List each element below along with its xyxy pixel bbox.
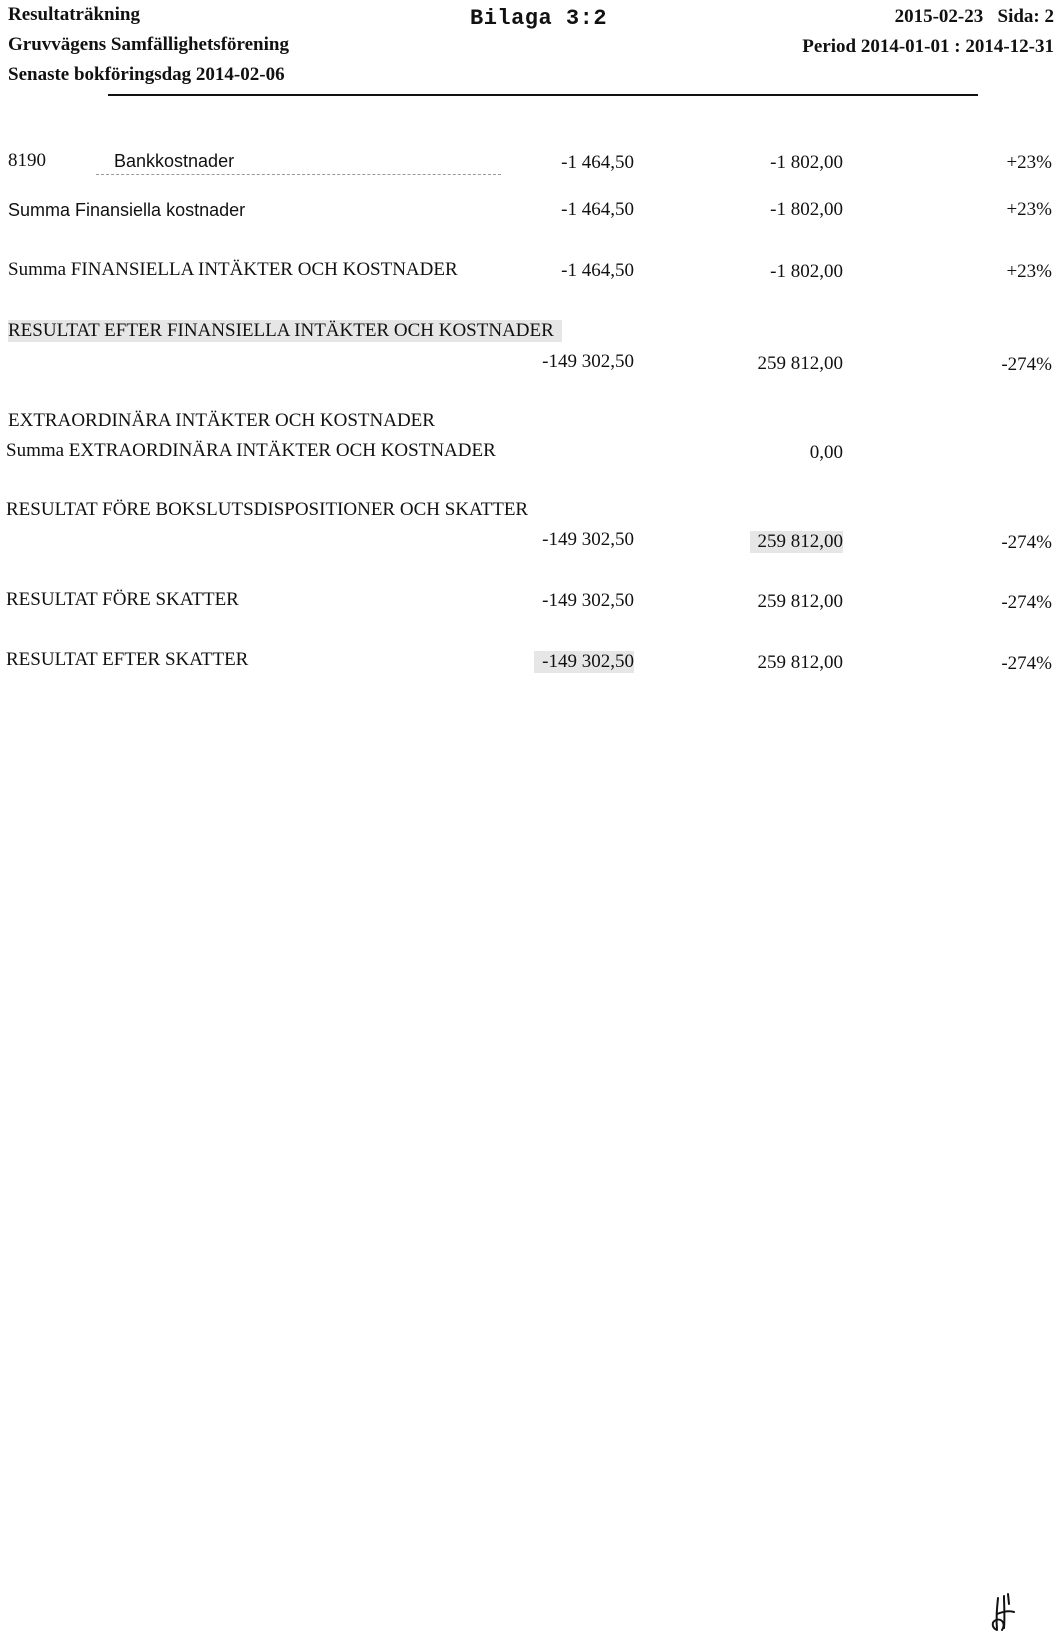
header-divider xyxy=(108,94,978,96)
result-before-tax-pct: -274% xyxy=(1001,592,1052,613)
extraordinary-sum-label: Summa EXTRAORDINÄRA INTÄKTER OCH KOSTNADER xyxy=(6,440,496,461)
result-after-financial-pct: -274% xyxy=(1001,354,1052,375)
result-after-financial-label: RESULTAT EFTER FINANSIELLA INTÄKTER OCH KOSTNADER xyxy=(8,320,562,342)
sum-financial-all-pct: +23% xyxy=(1006,261,1052,282)
extraordinary-sum-previous: 0,00 xyxy=(809,442,843,463)
bilaga-label: Bilaga 3:2 xyxy=(470,6,608,31)
result-after-financial-current: -149 302,50 xyxy=(542,351,634,372)
result-before-dispositions-previous: 259 812,00 xyxy=(750,531,844,553)
handwritten-initials-icon xyxy=(988,1590,1024,1636)
result-before-tax-previous: 259 812,00 xyxy=(757,591,843,612)
sum-financial-costs-label: Summa Finansiella kostnader xyxy=(8,200,246,220)
report-period: Period 2014-01-01 : 2014-12-31 xyxy=(802,36,1054,57)
result-after-financial-previous: 259 812,00 xyxy=(757,353,843,374)
sum-financial-all-current: -1 464,50 xyxy=(561,260,634,281)
sum-financial-costs-pct: +23% xyxy=(1006,199,1052,220)
account-number: 8190 xyxy=(8,150,46,171)
result-before-tax-current: -149 302,50 xyxy=(542,590,634,611)
sum-financial-all-label: Summa FINANSIELLA INTÄKTER OCH KOSTNADER xyxy=(8,259,458,280)
dotted-leader xyxy=(96,174,501,175)
bank-change-pct: +23% xyxy=(1006,152,1052,173)
last-booking-date: Senaste bokföringsdag 2014-02-06 xyxy=(8,64,285,85)
extraordinary-heading: EXTRAORDINÄRA INTÄKTER OCH KOSTNADER xyxy=(8,410,435,431)
result-before-tax-label: RESULTAT FÖRE SKATTER xyxy=(6,589,239,610)
result-after-tax-pct: -274% xyxy=(1001,653,1052,674)
result-before-dispositions-label: RESULTAT FÖRE BOKSLUTSDISPOSITIONER OCH SKATTER xyxy=(6,499,529,520)
organization-name: Gruvvägens Samfällighetsförening xyxy=(8,34,289,55)
result-before-dispositions-current: -149 302,50 xyxy=(542,529,634,550)
bank-value-current: -1 464,50 xyxy=(561,152,634,173)
result-after-tax-current: -149 302,50 xyxy=(534,651,634,673)
account-label: Bankkostnader xyxy=(114,151,235,171)
result-before-dispositions-pct: -274% xyxy=(1001,532,1052,553)
result-after-tax-previous: 259 812,00 xyxy=(757,652,843,673)
report-title: Resultaträkning xyxy=(8,4,140,25)
date-and-page: 2015-02-23 Sida: 2 xyxy=(894,6,1054,27)
sum-financial-all-previous: -1 802,00 xyxy=(770,261,843,282)
sum-financial-costs-previous: -1 802,00 xyxy=(770,199,843,220)
bank-value-previous: -1 802,00 xyxy=(770,152,843,173)
sum-financial-costs-current: -1 464,50 xyxy=(561,199,634,220)
result-after-tax-label: RESULTAT EFTER SKATTER xyxy=(6,649,249,670)
